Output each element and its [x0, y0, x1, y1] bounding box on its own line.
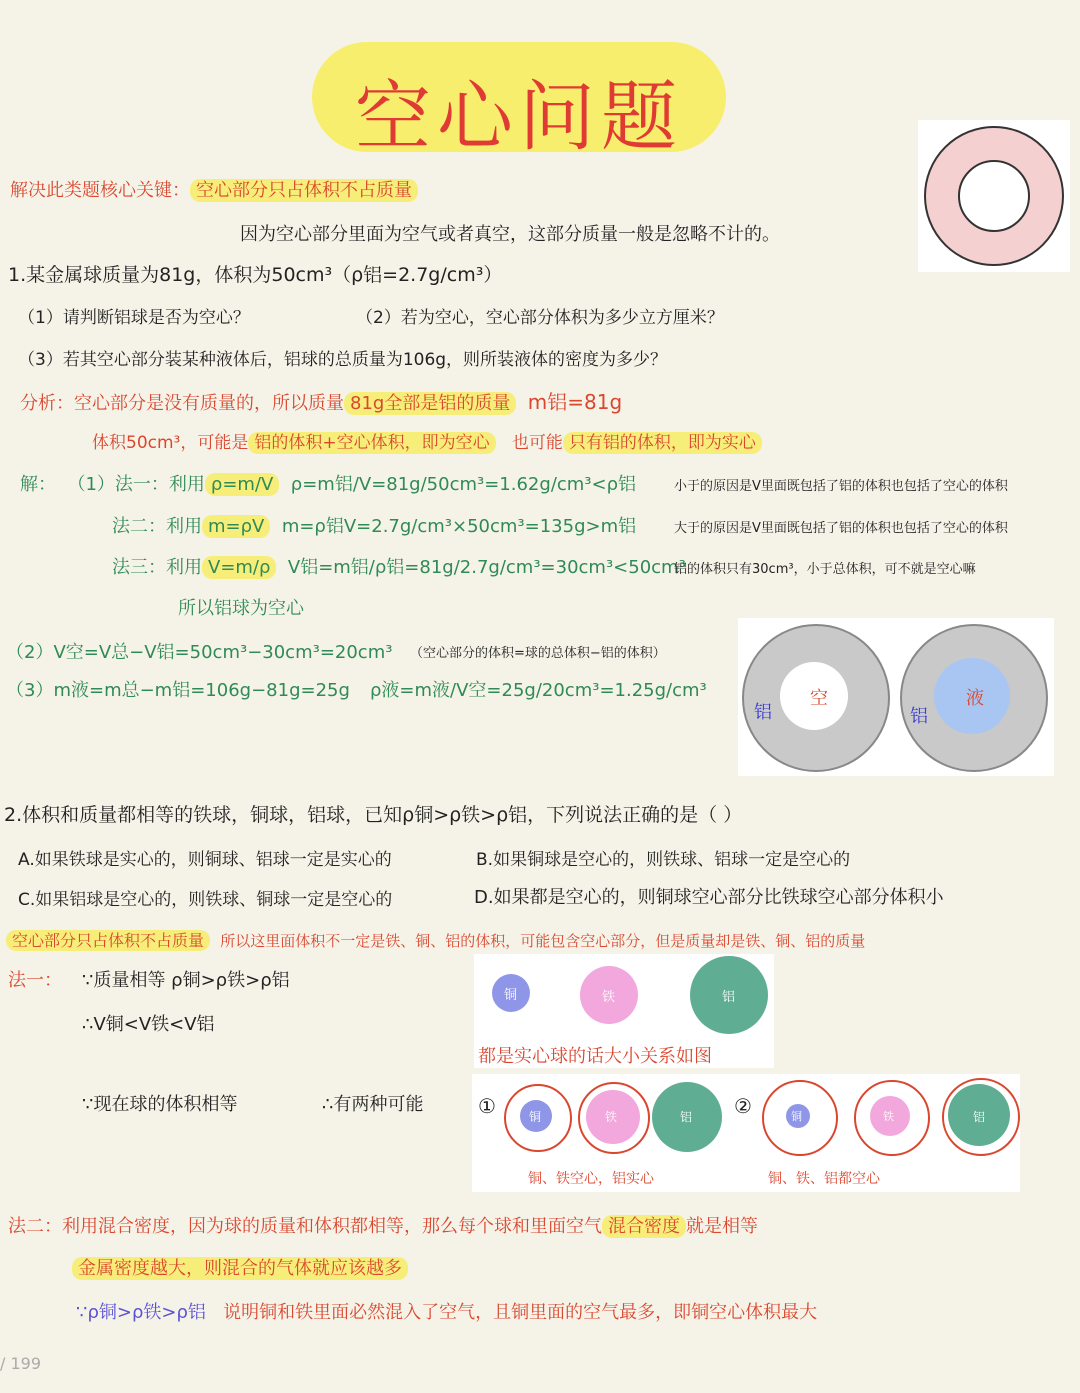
method1-note: 小于的原因是V里面既包括了铝的体积也包括了空心的体积	[674, 479, 1008, 494]
solid-caption: 都是实心球的话大小关系如图	[478, 1046, 712, 1067]
q1-method3	[112, 553, 686, 579]
q2-m2-highlight-2: 金属密度越大，则混合的气体就应该越多	[72, 1257, 408, 1280]
case1-fe-label: 铁	[605, 1110, 618, 1124]
case2-cu-label: 铜	[791, 1110, 802, 1123]
case1-al-label: 铝	[680, 1110, 693, 1124]
ball-al-label: 铝	[722, 990, 736, 1005]
case2-marker: ②	[734, 1094, 752, 1118]
case1-cu-label: 铜	[529, 1110, 542, 1124]
analysis-highlight-3: 只有铝的体积，即为实心	[563, 432, 762, 454]
analysis-text: 空心部分是没有质量的，所以质量	[74, 393, 344, 414]
case2-al-label: 铝	[973, 1110, 986, 1124]
case1-marker: ①	[478, 1094, 496, 1118]
q1-stem: 1.某金属球质量为81g，体积为50cm³（ρ铝=2.7g/cm³）	[8, 264, 503, 286]
label-ye: 液	[966, 688, 984, 709]
method1-label: （1）法一：利用	[67, 474, 205, 495]
analysis-text-3: 也可能	[511, 433, 563, 453]
q2-optionA: A.如果铁球是实心的，则铜球、铝球一定是实心的	[18, 850, 392, 870]
solid-balls-figure	[474, 954, 774, 1068]
q2-m2-text: 利用混合密度，因为球的质量和体积都相等，那么每个球和里面空气	[62, 1216, 602, 1237]
q2-key-note: 所以这里面体积不一定是铁、铜、铝的体积，可能包含空心部分，但是质量却是铁、铜、铝的质量	[220, 932, 866, 950]
q1-part3: （3）若其空心部分装某种液体后，铝球的总质量为106g，则所装液体的密度为多少？	[18, 350, 668, 370]
q1-analysis-1	[20, 386, 622, 415]
ring-inner	[958, 160, 1030, 232]
method1-calc: ρ=m铝/V=81g/50cm³=1.62g/cm³<ρ铝	[290, 474, 637, 495]
case1-caption: 铜、铁空心，铝实心	[528, 1171, 654, 1187]
q2-optionD: D.如果都是空心的，则铜球空心部分比铁球空心部分体积小	[474, 887, 944, 908]
hollow-sphere-figure	[918, 120, 1070, 272]
analysis-label: 分析：	[20, 393, 74, 414]
method3-formula: V=m/ρ	[202, 556, 276, 579]
q2-stem: 2.体积和质量都相等的铁球，铜球，铝球，已知ρ铜>ρ铁>ρ铝，下列说法正确的是（ ）	[4, 804, 743, 826]
solution-label: 解：	[20, 474, 56, 495]
q2-m2-text-end: 就是相等	[686, 1216, 758, 1237]
q2-m2-line2	[72, 1254, 408, 1280]
q1-answer3b: ρ液=m液/V空=25g/20cm³=1.25g/cm³	[370, 680, 707, 701]
ball-cu-label: 铜	[504, 988, 518, 1003]
q2-m2-highlight: 混合密度	[602, 1215, 686, 1238]
q2-m1-line2: ∴V铜<V铁<V铝	[82, 1014, 215, 1035]
q2-m2-label: 法二：	[8, 1216, 62, 1237]
q1-answer3a: （3）m液=m总−m铝=106g−81g=25g	[6, 680, 350, 701]
key-text: 空心部分只占体积不占质量	[190, 179, 418, 202]
q2-m1-line4: ∴有两种可能	[322, 1094, 424, 1115]
analysis-highlight-2: 铝的体积+空心体积，即为空心	[248, 432, 495, 454]
q1-answer2: （2）V空=V总−V铝=50cm³−30cm³=20cm³	[6, 642, 393, 663]
q2-m2-density-order: ∵ρ铜>ρ铁>ρ铝	[76, 1302, 206, 1323]
case2-caption: 铜、铁、铝都空心	[768, 1171, 880, 1187]
key-label: 解决此类题核心关键：	[10, 180, 190, 201]
q1-method2	[112, 512, 636, 538]
q2-m2-line1	[8, 1212, 758, 1238]
ball-fe-label: 铁	[602, 990, 616, 1005]
title-highlight	[312, 42, 726, 161]
q1-conclusion: 所以铝球为空心	[178, 598, 304, 619]
analysis-highlight: 81g全部是铝的质量	[344, 392, 516, 415]
analysis-text-2: 体积50cm³，可能是	[92, 433, 249, 453]
page-title: 空心问题	[355, 72, 683, 161]
method2-label: 法二：利用	[112, 516, 202, 537]
q2-m1-label: 法一：	[8, 970, 62, 991]
q2-m1-line3: ∵现在球的体积相等	[82, 1094, 238, 1115]
key-explain: 因为空心部分里面为空气或者真空，这部分质量一般是忽略不计的。	[240, 224, 780, 245]
q2-optionC: C.如果铝球是空心的，则铁球、铜球一定是空心的	[18, 890, 393, 910]
case2-fe-label: 铁	[883, 1110, 894, 1123]
hollow-cases-figure	[472, 1074, 1020, 1192]
answer2-note: （空心部分的体积=球的总体积−铝的体积）	[410, 646, 666, 661]
ring-compare-figure	[738, 618, 1054, 776]
q1-part2: （2）若为空心，空心部分体积为多少立方厘米？	[356, 308, 724, 328]
method1-formula: ρ=m/V	[205, 473, 279, 496]
method2-formula: m=ρV	[202, 515, 270, 538]
method3-label: 法三：利用	[112, 557, 202, 578]
analysis-mass: m铝=81g	[527, 390, 623, 414]
q1-analysis-2	[92, 428, 762, 453]
label-kong: 空	[810, 688, 828, 709]
q2-m1-line1: ∵质量相等 ρ铜>ρ铁>ρ铝	[82, 970, 290, 991]
q2-m2-line3	[76, 1298, 817, 1324]
q2-key-line	[6, 928, 865, 951]
method2-note: 大于的原因是V里面既包括了铝的体积也包括了空心的体积	[674, 521, 1008, 536]
q2-optionB: B.如果铜球是空心的，则铁球、铝球一定是空心的	[476, 850, 851, 870]
q2-m2-conclusion: 说明铜和铁里面必然混入了空气，且铜里面的空气最多，即铜空心体积最大	[223, 1302, 818, 1323]
method2-calc: m=ρ铝V=2.7g/cm³×50cm³=135g>m铝	[281, 516, 637, 537]
method3-calc: V铝=m铝/ρ铝=81g/2.7g/cm³=30cm³<50cm³	[287, 557, 686, 578]
key-line	[10, 176, 418, 202]
q1-part1: （1）请判断铝球是否为空心？	[18, 308, 250, 328]
q2-key: 空心部分只占体积不占质量	[6, 930, 210, 951]
label-al-1: 铝	[754, 702, 772, 723]
method3-note: 铝的体积只有30cm³，小于总体积，可不就是空心嘛	[674, 562, 976, 577]
label-al-2: 铝	[910, 706, 928, 727]
q1-method1	[20, 470, 636, 496]
page-counter: / 199	[0, 1354, 42, 1373]
